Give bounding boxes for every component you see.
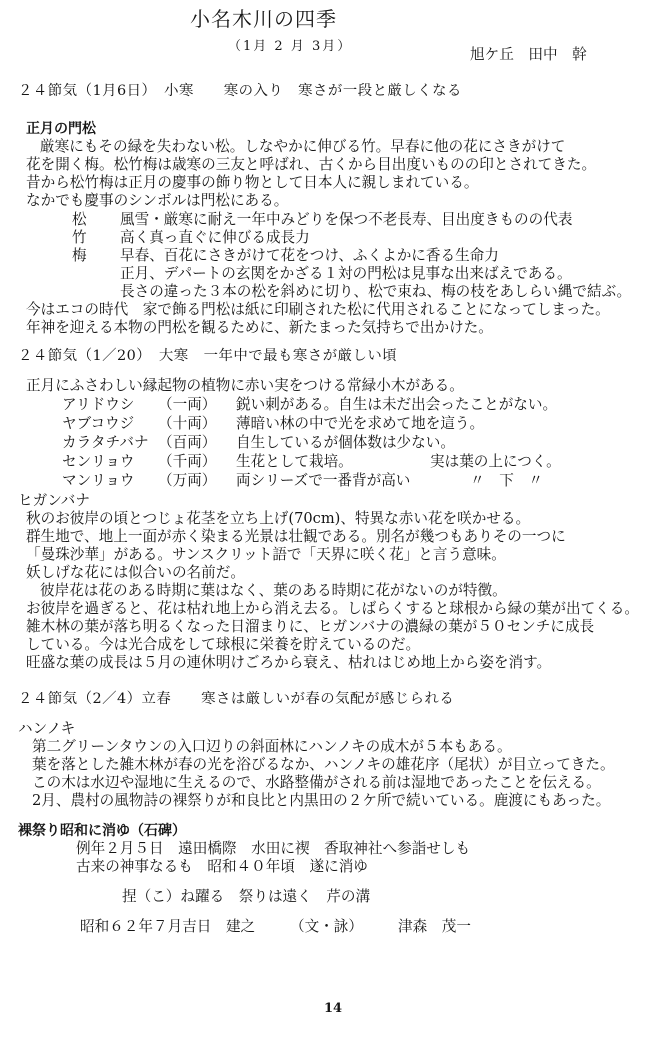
item-description: 風雪・厳寒に耐え一年中みどりを保つ不老長寿、目出度きものの代表: [120, 211, 573, 228]
paragraph-line: 花を開く梅。松竹梅は歳寒の三友と呼ばれ、古くから目出度いものの印とされてきた。: [26, 156, 597, 173]
paragraph-line: 秋のお彼岸の頃とつじょ花茎を立ち上げ(70cm)、特異な赤い花を咲かせる。: [26, 510, 531, 527]
paragraph-line: 古来の神事なるも 昭和４０年頃 遂に消ゆ: [76, 858, 368, 875]
section-heading-risshun: ２４節気（2／4）立春 寒さは厳しいが春の気配が感じられる: [18, 691, 455, 707]
paragraph-line: 妖しげな花には似合いの名前だ。: [26, 564, 245, 581]
paragraph-line: 年神を迎える本物の門松を観るために、新たまった気持ちで出かけた。: [26, 319, 493, 336]
subheading-kadomatsu: 正月の門松: [26, 121, 96, 137]
date-line: 昭和６２年７月吉日 建之: [80, 918, 256, 935]
haiku-line: 捏（こ）ね躍る 祭りは遠く 芹の溝: [122, 888, 371, 905]
plant-description: 鋭い刺がある。自生は未だ出会ったことがない。: [236, 396, 558, 413]
plant-value: （千両）: [158, 453, 217, 470]
paragraph-line: 2月、農村の風物詩の裸祭りが和良比と内黒田の２ケ所で続いている。鹿渡にもあった。: [32, 792, 611, 809]
section-heading-shokan: ２４節気（1月6日） 小寒 寒の入り 寒さが一段と厳しくなる: [18, 83, 462, 99]
plant-value: （十両）: [158, 415, 217, 432]
paragraph-line: お彼岸を過ぎると、花は枯れ地上から消え去る。しばらくすると球根から緑の葉が出てくる。: [26, 600, 639, 617]
plant-name: センリョウ: [62, 453, 135, 470]
paragraph-line: 群生地で、地上一面が赤く染まる光景は壮観である。別名が幾つもありその一つに: [26, 528, 566, 545]
item-description: 早春、百花にさきがけて花をつけ、ふくよかに香る生命力: [120, 247, 499, 264]
item-description: 高く真っ直ぐに伸びる成長力: [120, 229, 310, 246]
document-title: 小名木川の四季: [190, 7, 337, 31]
paragraph-line: 昔から松竹梅は正月の慶事の飾り物として日本人に親しまれている。: [26, 174, 479, 191]
plant-value: （万両）: [158, 472, 217, 489]
paragraph-line: この木は水辺や湿地に生えるので、水路整備がされる前は湿地であったことを伝える。: [32, 774, 601, 791]
paragraph-line: 長さの違った３本の松を斜めに切り、松で束ね、梅の枝をあしらい縄で結ぶ。: [120, 283, 632, 300]
subheading-hannoki: ハンノキ: [18, 720, 76, 737]
paragraph-line: 厳寒にもその緑を失わない松。しなやかに伸びる竹。早春に他の花にさきがけて: [40, 138, 566, 155]
subheading-stone-monument: 裸祭り昭和に消ゆ（石碑）: [18, 823, 186, 839]
paragraph-line: 正月、デパートの玄関をかざる１対の門松は見事な出来ばえである。: [120, 265, 572, 282]
plant-note: 実は葉の上につく。: [430, 453, 561, 470]
paragraph-line: 彼岸花は花のある時期に葉はなく、葉のある時期に花がないのが特徴。: [40, 582, 507, 599]
plant-name: カラタチバナ: [62, 434, 149, 451]
subheading-higanbana: ヒガンバナ: [18, 492, 90, 509]
plant-name: ヤブコウジ: [62, 415, 135, 432]
paragraph-line: 「曼珠沙華」がある。サンスクリット語で「天界に咲く花」と言う意味。: [26, 546, 506, 563]
author-line: 旭ケ丘 田中 幹: [470, 46, 587, 63]
item-name: 竹: [72, 229, 87, 246]
plant-value: （百両）: [158, 434, 217, 451]
plant-description: 生花として栽培。: [236, 453, 353, 470]
paragraph-line: 葉を落とした雑木林が春の光を浴びるなか、ハンノキの雄花序（尾状）が目立ってきた。: [32, 756, 615, 773]
paragraph-line: 今はエコの時代 家で飾る門松は紙に印刷された松に代用されることになってしまった。: [26, 301, 610, 318]
item-name: 梅: [72, 247, 87, 264]
paragraph-line: なかでも慶事のシンボルは門松にある。: [26, 192, 289, 209]
plant-name: マンリョウ: [62, 472, 135, 489]
paragraph-line: している。今は光合成をして球根に栄養を貯えているのだ。: [26, 636, 421, 653]
paragraph-line: 旺盛な葉の成長は５月の連休明けごろから衰え、枯れはじめ地上から姿を消す。: [26, 654, 552, 671]
plant-value: （一両）: [158, 396, 217, 413]
plant-description: 自生しているが個体数は少ない。: [236, 434, 455, 451]
paragraph-line: 例年２月５日 遠田橋際 水田に禊 香取神社へ参詣せしも: [76, 840, 471, 857]
credit-label: （文・詠）: [290, 918, 363, 935]
paragraph-line: 正月にふさわしい縁起物の植物に赤い実をつける常緑小木がある。: [26, 377, 464, 394]
credit-name: 津森 茂一: [398, 918, 471, 935]
section-heading-daikan: ２４節気（1／20） 大寒 一年中で最も寒さが厳しい頃: [18, 348, 398, 364]
document-subtitle: （1月 2 月 3月）: [228, 39, 353, 54]
page-number: 14: [324, 1001, 343, 1016]
plant-description: 両シリーズで一番背が高い: [236, 472, 411, 489]
plant-description: 薄暗い林の中で光を求めて地を這う。: [236, 415, 485, 432]
plant-note: 〃 下 〃: [470, 472, 543, 489]
plant-name: アリドウシ: [62, 396, 135, 413]
paragraph-line: 第二グリーンタウンの入口辺りの斜面林にハンノキの成木が５本もある。: [32, 738, 512, 755]
paragraph-line: 雑木林の葉が落ち明るくなった日溜まりに、ヒガンバナの濃緑の葉が５０センチに成長: [26, 618, 595, 635]
item-name: 松: [72, 211, 87, 228]
